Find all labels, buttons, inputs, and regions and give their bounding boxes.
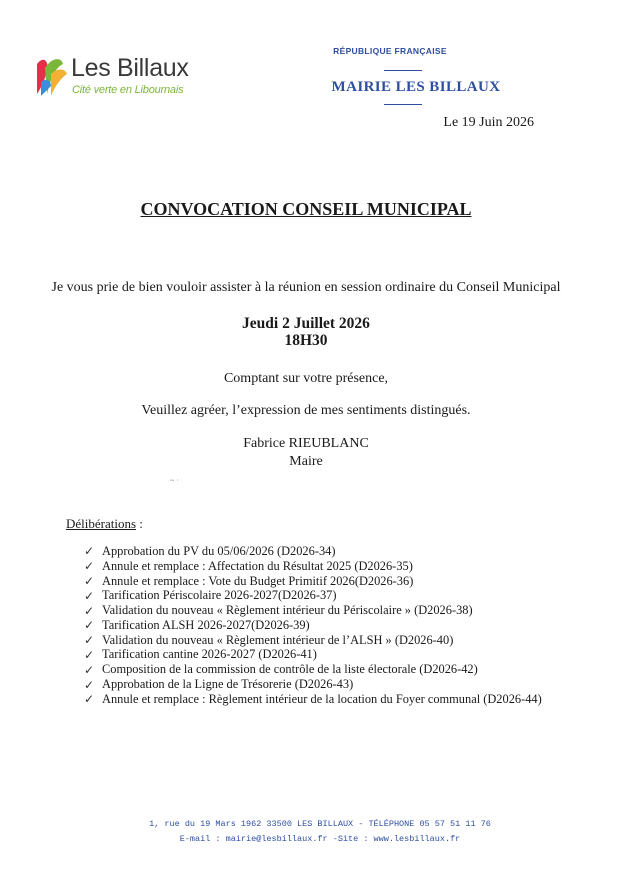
- signature-mark: ~ ·: [170, 476, 179, 485]
- meeting-date: Jeudi 2 Juillet 2026: [242, 315, 370, 332]
- list-item-text: Annule et remplace : Vote du Budget Primitif 2026(D2026-36): [102, 573, 414, 588]
- list-item: [84, 544, 542, 559]
- republique-heading: RÉPUBLIQUE FRANÇAISE: [333, 46, 447, 56]
- list-item: [84, 618, 542, 633]
- deliberations-heading: [66, 516, 143, 532]
- checkmark-icon: ✓: [84, 544, 95, 559]
- deliberations-list: [84, 544, 542, 707]
- letter-date: Le 19 Juin 2026: [443, 115, 534, 130]
- list-item-text: Approbation du PV du 05/06/2026 (D2026-34): [102, 543, 336, 558]
- footer-contact: E-mail : mairie@lesbillaux.fr -Site : www.lesbillaux.fr: [179, 834, 461, 844]
- intro-text: Je vous prie de bien vouloir assister à la réunion en session ordinaire du Conseil Municipal: [51, 280, 561, 295]
- logo-name: Les Billaux: [71, 54, 189, 82]
- letter-title: CONVOCATION CONSEIL MUNICIPAL: [140, 199, 472, 219]
- list-item-text: Tarification ALSH 2026-2027(D2026-39): [102, 617, 310, 632]
- deliberations-colon: :: [136, 516, 143, 531]
- signer-name: Fabrice RIEUBLANC: [243, 436, 369, 451]
- list-item: [84, 677, 542, 692]
- footer-address: 1, rue du 19 Mars 1962 33500 LES BILLAUX - TÉLÉPHONE 05 57 51 11 76: [149, 819, 491, 829]
- checkmark-icon: ✓: [84, 647, 95, 662]
- checkmark-icon: ✓: [84, 559, 95, 574]
- checkmark-icon: ✓: [84, 603, 95, 618]
- checkmark-icon: ✓: [84, 633, 95, 648]
- logo-tagline: Cité verte en Libournais: [72, 84, 184, 96]
- closing-line: Comptant sur votre présence,: [223, 371, 389, 386]
- signer-role: Maire: [289, 454, 323, 469]
- list-item: [84, 633, 542, 648]
- divider: [384, 70, 422, 71]
- divider: [384, 104, 422, 105]
- list-item-text: Annule et remplace : Règlement intérieur de la location du Foyer communal (D2026-44): [102, 691, 542, 706]
- list-item: [84, 574, 542, 589]
- meeting-time: 18H30: [284, 332, 328, 349]
- list-item-text: Validation du nouveau « Règlement intérieur du Périscolaire » (D2026-38): [102, 603, 473, 618]
- checkmark-icon: ✓: [84, 588, 95, 603]
- mairie-heading: MAIRIE LES BILLAUX: [331, 79, 501, 95]
- list-item-text: Validation du nouveau « Règlement intérieur de l’ALSH » (D2026-40): [102, 632, 454, 647]
- list-item: [84, 662, 542, 677]
- checkmark-icon: ✓: [84, 573, 95, 588]
- list-item: [84, 648, 542, 663]
- town-logo-icon: [33, 54, 69, 98]
- checkmark-icon: ✓: [84, 662, 95, 677]
- list-item: [84, 559, 542, 574]
- list-item: [84, 692, 542, 707]
- list-item: [84, 588, 542, 603]
- list-item-text: Tarification cantine 2026-2027 (D2026-41): [102, 647, 317, 662]
- checkmark-icon: ✓: [84, 677, 95, 692]
- deliberations-label: Délibérations: [66, 516, 137, 531]
- town-logo: [33, 54, 193, 100]
- list-item: [84, 603, 542, 618]
- list-item-text: Composition de la commission de contrôle de la liste électorale (D2026-42): [102, 662, 478, 677]
- list-item-text: Tarification Périscolaire 2026-2027(D2026-37): [102, 588, 337, 603]
- regards-line: Veuillez agréer, l’expression de mes sentiments distingués.: [141, 403, 471, 418]
- list-item-text: Annule et remplace : Affectation du Résultat 2025 (D2026-35): [102, 558, 413, 573]
- checkmark-icon: ✓: [84, 692, 95, 707]
- list-item-text: Approbation de la Ligne de Trésorerie (D2026-43): [102, 677, 354, 692]
- checkmark-icon: ✓: [84, 618, 95, 633]
